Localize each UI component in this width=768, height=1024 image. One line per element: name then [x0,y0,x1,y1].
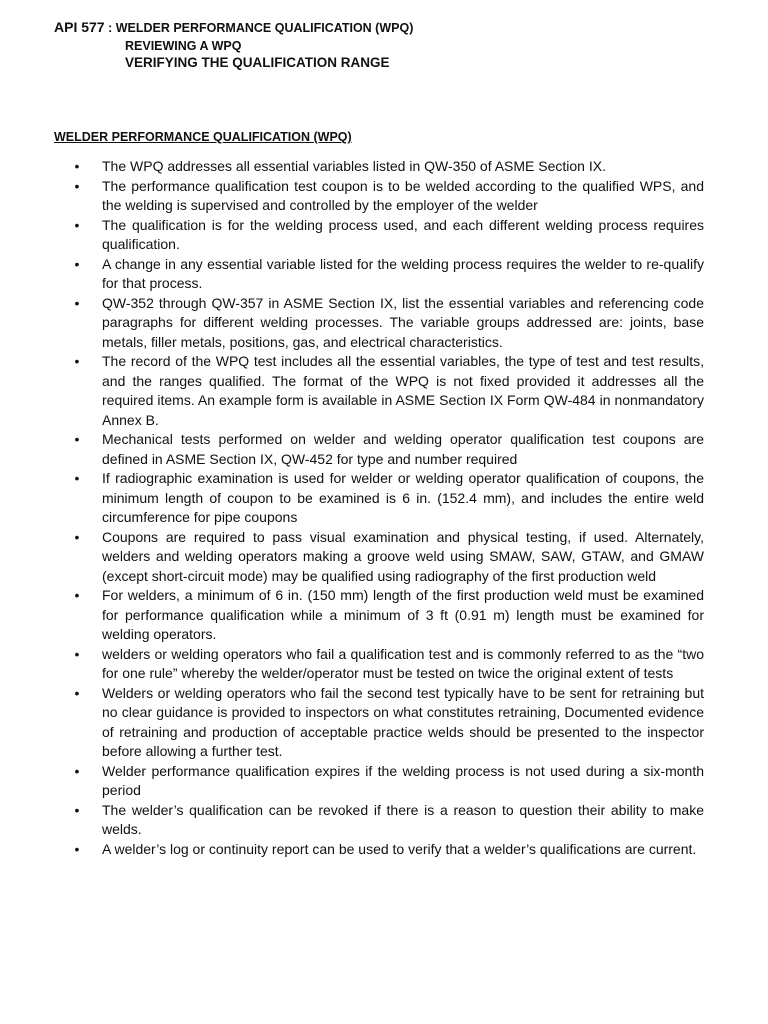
bullet-dot-icon: • [74,353,80,369]
bullet-item [54,255,704,294]
bullet-item [54,430,704,469]
bullet-dot-icon: • [74,801,80,818]
bullet-item [54,528,704,587]
bullet-text: For welders, a minimum of 6 in. (150 mm) length of the first production weld must be examined for performance qualification while a minimum of 3 ft (0.91 m) length must be examined for welding operators. [102,587,704,642]
header-line-3: VERIFYING THE QUALIFICATION RANGE [125,55,390,70]
bullet-text: Welders or welding operators who fail the second test typically have to be sent for retraining but no clear guidance is provided to inspectors on what constitutes retraining, Documented evidence of retraining and production of acceptable practice welds should be presented to the inspector before allowing a further test. [102,684,704,759]
bullet-dot-icon: • [74,470,80,486]
bullet-text: The qualification is for the welding process used, and each different welding process requires qualification. [102,216,704,252]
bullet-dot-icon: • [74,177,80,194]
bullet-dot-icon: • [74,840,80,857]
bullet-list [54,157,704,859]
header-line-2: REVIEWING A WPQ [125,39,242,53]
bullet-item [54,684,704,762]
header-api-code: API 577 [54,19,105,35]
header-separator: : [104,21,116,35]
bullet-text: The performance qualification test coupon is to be welded according to the qualified WPS, and the welding is supervised and controlled by the employer of the welder [102,177,704,213]
bullet-dot-icon: • [74,294,80,311]
bullet-item [54,352,704,430]
bullet-text: A change in any essential variable listed for the welding process requires the welder to re-qualify for that process. [102,255,704,291]
bullet-item [54,645,704,684]
bullet-text: Coupons are required to pass visual examination and physical testing, if used. Alternately, welders and welding operators making a groove weld using SMAW, SAW, GTAW, and GMAW (except short-circuit mode) may be qualified using radiography of the first production weld [102,528,704,584]
bullet-item [54,216,704,255]
bullet-text: If radiographic examination is used for welder or welding operator qualification of coupons, the minimum length of coupon to be examined is 6 in. (152.4 mm), and includes the entire weld circumference for pipe coupons [102,470,704,525]
bullet-item [54,469,704,528]
bullet-text: welders or welding operators who fail a qualification test and is commonly referred to as the “two for one rule” whereby the welder/operator must be tested on twice the original extent of tests [102,645,704,681]
bullet-text: QW-352 through QW-357 in ASME Section IX, list the essential variables and referencing code paragraphs for different welding processes. The variable groups addressed are: joints, base metals, filler metals, positions, gas, and electrical characteristics. [102,294,704,350]
bullet-dot-icon: • [74,255,80,272]
bullet-text: Welder performance qualification expires if the welding process is not used during a six-month period [102,762,704,798]
bullet-dot-icon: • [74,762,80,779]
bullet-dot-icon: • [74,684,80,701]
bullet-text: A welder’s log or continuity report can be used to verify that a welder’s qualifications are current. [102,840,697,857]
bullet-dot-icon: • [74,645,80,662]
header-line-1 [54,18,714,37]
bullet-item [54,157,704,177]
bullet-dot-icon: • [74,528,80,545]
bullet-item [54,801,704,840]
bullet-text: The WPQ addresses all essential variables listed in QW-350 of ASME Section IX. [102,158,606,174]
bullet-text: Mechanical tests performed on welder and welding operator qualification test coupons are defined in ASME Section IX, QW-452 for type and number required [102,431,704,467]
bullet-item [54,762,704,801]
document-header [54,18,714,71]
bullet-item [54,840,704,860]
bullet-dot-icon: • [74,587,80,603]
section-title: WELDER PERFORMANCE QUALIFICATION (WPQ) [54,130,352,144]
bullet-text: The welder’s qualification can be revoked if there is a reason to question their ability to make welds. [102,801,704,837]
bullet-item [54,586,704,645]
bullet-dot-icon: • [74,431,80,447]
bullet-text: The record of the WPQ test includes all the essential variables, the type of test and test results, and the ranges qualified. The format of the WPQ is not fixed provided it addresses all the required items. An example form is available in ASME Section IX Form QW-484 in nonmandatory Annex B. [102,353,704,428]
bullet-dot-icon: • [74,158,80,174]
header-title-wpq: WELDER PERFORMANCE QUALIFICATION (WPQ) [115,21,414,35]
bullet-item [54,294,704,353]
bullet-item [54,177,704,216]
bullet-dot-icon: • [74,216,80,233]
